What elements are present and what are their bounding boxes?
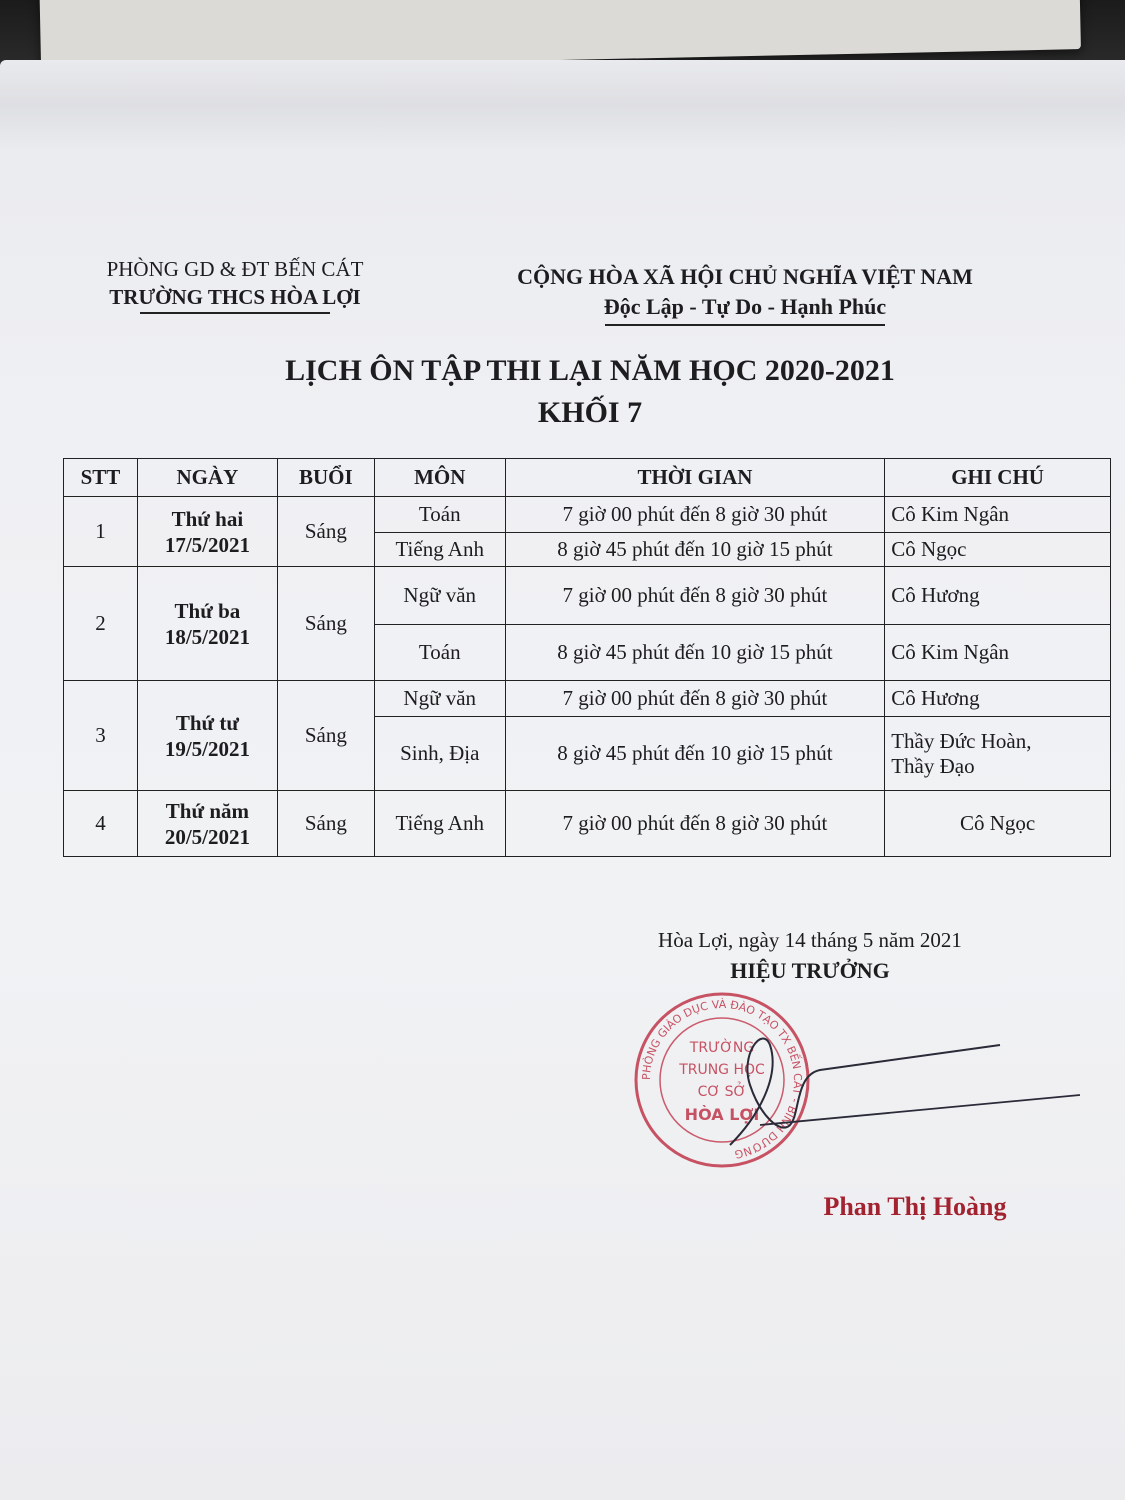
time-cell: 7 giờ 00 phút đến 8 giờ 30 phút — [505, 497, 885, 533]
header-left — [60, 255, 410, 314]
date: 18/5/2021 — [164, 624, 250, 649]
seal-outer-text: PHÒNG GIÁO DỤC VÀ ĐÀO TẠO TX BẾN CÁT - BÌNH DƯƠNG — [639, 997, 805, 1161]
signature — [697, 1015, 1100, 1175]
document-title — [60, 350, 1120, 434]
day-cell — [137, 497, 277, 567]
header-time: THỜI GIAN — [505, 459, 885, 497]
subject-cell: Sinh, Địa — [374, 717, 505, 791]
table-row — [64, 497, 1111, 533]
country-name: CỘNG HÒA XÃ HỘI CHỦ NGHĨA VIỆT NAM — [517, 264, 973, 289]
header-right — [475, 262, 1015, 326]
session-cell: Sáng — [277, 681, 374, 791]
date: 19/5/2021 — [164, 736, 250, 761]
motto: Độc Lập - Tự Do - Hạnh Phúc — [603, 294, 887, 319]
stt-cell: 3 — [64, 681, 138, 791]
note-cell: Cô Kim Ngân — [885, 625, 1111, 681]
subject-cell: Ngữ văn — [374, 681, 505, 717]
time-cell: 7 giờ 00 phút đến 8 giờ 30 phút — [505, 681, 885, 717]
header-left-underline — [140, 312, 330, 314]
weekday: Thứ năm — [165, 798, 249, 823]
school-name: TRƯỜNG THCS HÒA LỢI — [109, 285, 361, 309]
seal-line2: TRUNG HỌC — [679, 1062, 765, 1078]
date: 20/5/2021 — [164, 824, 250, 849]
date: 17/5/2021 — [164, 532, 250, 557]
seal-line3: CƠ SỞ — [697, 1084, 747, 1100]
stt-cell: 4 — [64, 791, 138, 857]
note-cell: Cô Kim Ngân — [885, 497, 1111, 533]
subject-cell: Tiếng Anh — [374, 533, 505, 567]
subject-cell: Tiếng Anh — [374, 791, 505, 857]
time-cell: 8 giờ 45 phút đến 10 giờ 15 phút — [505, 533, 885, 567]
header-note: GHI CHÚ — [885, 459, 1111, 497]
time-cell: 8 giờ 45 phút đến 10 giờ 15 phút — [505, 625, 885, 681]
seal-line1: TRƯỜNG — [689, 1040, 755, 1056]
plastic-sleeve-edge — [0, 60, 1125, 150]
header-right-underline — [605, 324, 885, 326]
note-cell: Cô Ngọc — [885, 791, 1111, 857]
session-cell: Sáng — [277, 497, 374, 567]
note-cell: Cô Hương — [885, 681, 1111, 717]
table-row — [64, 791, 1111, 857]
header-day: NGÀY — [137, 459, 277, 497]
subject-cell: Toán — [374, 625, 505, 681]
subject-cell: Toán — [374, 497, 505, 533]
time-cell: 7 giờ 00 phút đến 8 giờ 30 phút — [505, 567, 885, 625]
title-line2: KHỐI 7 — [537, 396, 643, 429]
subject-cell: Ngữ văn — [374, 567, 505, 625]
session-cell: Sáng — [277, 567, 374, 681]
principal-title: HIỆU TRƯỞNG — [730, 958, 890, 983]
signer-name: Phan Thị Hoàng — [823, 1192, 1007, 1221]
note-line2: Thầy Đạo — [891, 753, 975, 778]
note-cell — [885, 717, 1111, 791]
table-row — [64, 681, 1111, 717]
weekday: Thứ hai — [171, 506, 244, 531]
weekday: Thứ ba — [174, 598, 241, 623]
seal-line4: HÒA LỢI — [684, 1105, 760, 1124]
time-cell: 8 giờ 45 phút đến 10 giờ 15 phút — [505, 717, 885, 791]
header-subject: MÔN — [374, 459, 505, 497]
table-row — [64, 567, 1111, 625]
stt-cell: 1 — [64, 497, 138, 567]
note-line1: Thầy Đức Hoàn, — [891, 728, 1032, 753]
day-cell — [137, 567, 277, 681]
time-cell: 7 giờ 00 phút đến 8 giờ 30 phút — [505, 791, 885, 857]
title-line1: LỊCH ÔN TẬP THI LẠI NĂM HỌC 2020-2021 — [285, 354, 895, 387]
session-cell: Sáng — [277, 791, 374, 857]
schedule-table — [63, 458, 1111, 857]
stt-cell: 2 — [64, 567, 138, 681]
issue-date: Hòa Lợi, ngày 14 tháng 5 năm 2021 — [658, 928, 962, 952]
note-cell: Cô Hương — [885, 567, 1111, 625]
day-cell — [137, 791, 277, 857]
department-name: PHÒNG GD & ĐT BẾN CÁT — [106, 257, 364, 281]
table-header-row — [64, 459, 1111, 497]
header-session: BUỔI — [277, 459, 374, 497]
note-cell: Cô Ngọc — [885, 533, 1111, 567]
day-cell — [137, 681, 277, 791]
header-stt: STT — [64, 459, 138, 497]
weekday: Thứ tư — [175, 710, 239, 735]
